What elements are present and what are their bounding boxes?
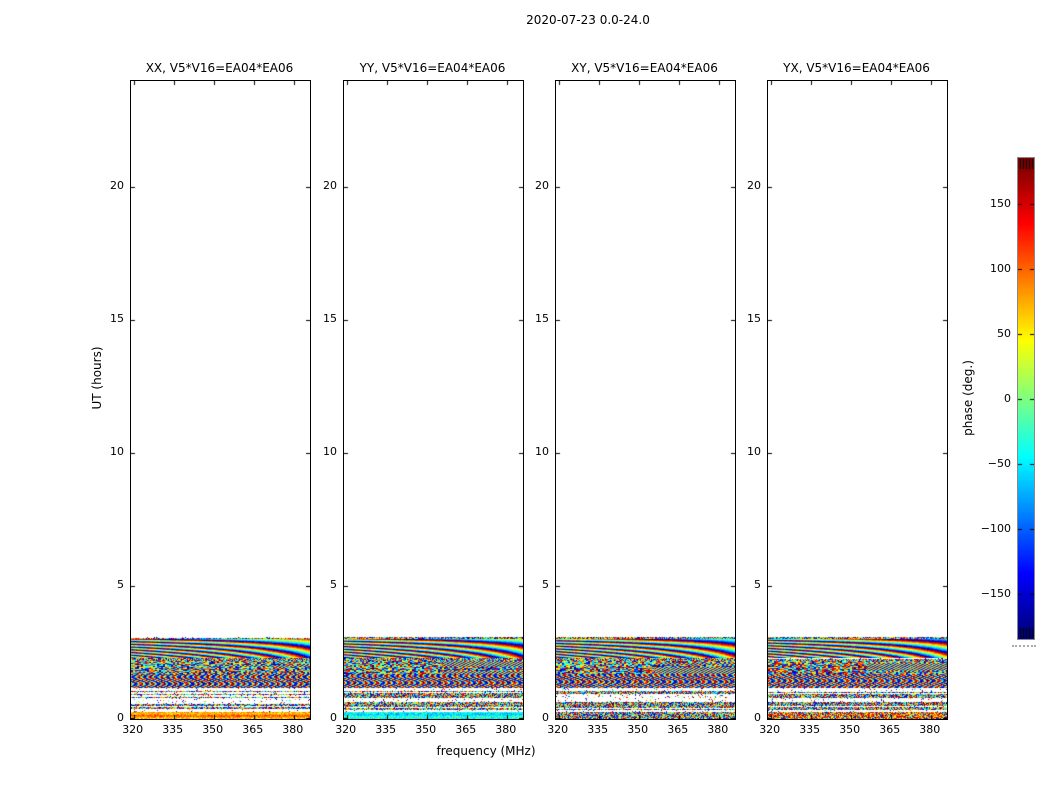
y-tick-label: 10 xyxy=(110,445,124,459)
panel-xx xyxy=(130,80,311,720)
colorbar-tick-label: 0 xyxy=(1004,391,1011,405)
x-tick-label: 380 xyxy=(919,723,941,736)
figure-title: 2020-07-23 0.0-24.0 xyxy=(526,13,650,27)
x-tick-label: 365 xyxy=(667,723,689,736)
panel-xy xyxy=(555,80,736,720)
x-tick-label: 335 xyxy=(375,723,397,736)
colorbar-label: phase (deg.) xyxy=(961,360,975,436)
y-tick-label: 5 xyxy=(330,578,337,592)
x-tick-label: 320 xyxy=(547,723,569,736)
x-axis-label: frequency (MHz) xyxy=(436,744,536,758)
waterfall-canvas-yy xyxy=(344,81,523,719)
colorbar-tick-label: −150 xyxy=(980,586,1011,600)
y-tick-label: 15 xyxy=(110,312,124,326)
waterfall-canvas-xx xyxy=(131,81,310,719)
x-tick-label: 350 xyxy=(202,723,224,736)
colorbar-tick-label: 50 xyxy=(997,326,1011,340)
panel-title-yy: YY, V5*V16=EA04*EA06 xyxy=(359,61,506,75)
waterfall-canvas-xy xyxy=(556,81,735,719)
y-tick-label: 15 xyxy=(535,312,549,326)
y-tick-label: 0 xyxy=(117,711,124,724)
y-tick-label: 20 xyxy=(747,179,761,193)
panel-title-xx: XX, V5*V16=EA04*EA06 xyxy=(145,61,294,75)
x-tick-label: 350 xyxy=(415,723,437,736)
x-tick-label: 335 xyxy=(587,723,609,736)
x-tick-label: 380 xyxy=(282,723,304,736)
x-tick-label: 350 xyxy=(627,723,649,736)
x-tick-label: 365 xyxy=(242,723,264,736)
waterfall-canvas-yx xyxy=(768,81,947,719)
panel-title-yx: YX, V5*V16=EA04*EA06 xyxy=(783,61,930,75)
y-tick-label: 10 xyxy=(323,445,337,459)
x-tick-label: 320 xyxy=(335,723,357,736)
x-tick-label: 350 xyxy=(839,723,861,736)
colorbar-under-dots xyxy=(1012,645,1036,647)
y-tick-label: 5 xyxy=(754,578,761,592)
colorbar-tick-label: 100 xyxy=(990,261,1011,275)
y-tick-label: 15 xyxy=(323,312,337,326)
x-tick-label: 320 xyxy=(759,723,781,736)
x-tick-label: 320 xyxy=(122,723,144,736)
y-tick-label: 10 xyxy=(535,445,549,459)
colorbar-tick-label: −50 xyxy=(987,456,1011,470)
panel-yy xyxy=(343,80,524,720)
y-tick-label: 10 xyxy=(747,445,761,459)
x-tick-label: 335 xyxy=(162,723,184,736)
y-tick-label: 0 xyxy=(754,711,761,724)
y-tick-label: 15 xyxy=(747,312,761,326)
y-tick-label: 5 xyxy=(117,578,124,592)
panel-title-xy: XY, V5*V16=EA04*EA06 xyxy=(571,61,718,75)
y-axis-label: UT (hours) xyxy=(90,346,104,410)
y-tick-label: 0 xyxy=(330,711,337,724)
y-tick-label: 20 xyxy=(535,179,549,193)
y-tick-label: 5 xyxy=(542,578,549,592)
y-tick-label: 20 xyxy=(110,179,124,193)
colorbar-tick-label: 150 xyxy=(990,196,1011,210)
y-tick-label: 20 xyxy=(323,179,337,193)
colorbar-tick-label: −100 xyxy=(980,521,1011,535)
y-tick-label: 0 xyxy=(542,711,549,724)
x-tick-label: 380 xyxy=(707,723,729,736)
panel-yx xyxy=(767,80,948,720)
colorbar-canvas xyxy=(1017,157,1035,640)
x-tick-label: 380 xyxy=(495,723,517,736)
x-tick-label: 335 xyxy=(799,723,821,736)
x-tick-label: 365 xyxy=(879,723,901,736)
x-tick-label: 365 xyxy=(455,723,477,736)
